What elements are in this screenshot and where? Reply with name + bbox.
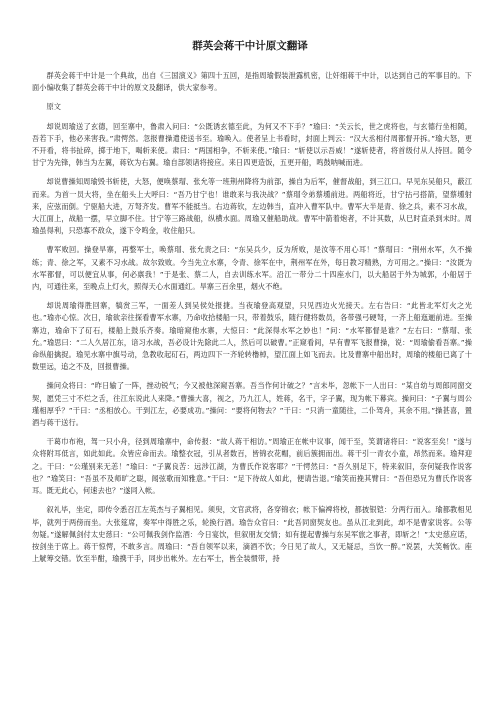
section-heading: 原文 bbox=[46, 102, 62, 112]
intro-paragraph: 群英会蒋干中计是一个典故，出自《三国演义》第四十五回，是指周瑜假装泄露机密，让奸细蒋干中计，以达到自己的军事目的。下面小编收集了群英会蒋干中计的原文及翻译，供大家参考。 bbox=[32, 71, 472, 93]
body-paragraph: 曹军败回。操登旱寨，再整军士，唤蔡瑁、张允责之曰：“东吴兵少，反为所败，是汝等不用心耳！”蔡瑁曰：“荆州水军，久不操练；青、徐之军，又素不习水战。故尔致败。今当先立水寨，令青、徐军在中，荆州军在外，每日教习精熟，方可用之。”操曰：“汝既为水军都督，可以便宜从事，何必禀我！”于是张、蔡二人，自去训练水军。沿江一带分二十四座水门，以大船居于外为城郭，小船居于内，可通往来，至晚点上灯火，照得天心水面通红。旱寨三百余里，烟火不绝。 bbox=[32, 245, 472, 292]
body-paragraph: 却说曹操知周瑜毁书斩使，大怒，便唤蔡瑁、张允等一班荆州降将为前部，操自为后军，催督战船，到三江口。早见东吴船只，蔽江而来。为首一员大将，坐在船头上大呼曰：“吾乃甘宁也！谁敢来与我决战？”蔡瑁令弟蔡壎前进。两船将近，甘宁拈弓搭箭，望蔡壎射来，应弦而倒。宁驱船大进，万弩齐发。曹军不能抵当。右边蒋钦，左边韩当，直冲入曹军队中。曹军大半是青、徐之兵，素不习水战，大江面上，战船一摆，早立脚不住。甘宁等三路战船，纵横水面。周瑜又催船助战。曹军中箭着炮者，不计其数，从巳时直杀到未时。周瑜虽得利，只恐寡不敌众，遂下令鸣金，收住船只。 bbox=[32, 177, 472, 236]
body-paragraph: 操问众将曰：“昨日输了一阵，挫动锐气；今又被他深窥吾寨。吾当作何计破之？”言未毕，忽帐下一人出曰：“某自幼与周郎同窗交契，愿凭三寸不烂之舌，往江东说此人来降。”曹操大喜，视之，乃九江人，姓蒋，名干，字子翼，现为帐下幕宾。操问曰：“子翼与周公瑾相厚乎？”干曰：“丞相放心。干到江左，必要成功。”操问：“要将何物去？”干曰：“只消一童随往，二仆驾舟，其余不用。”操甚喜，置酒与蒋干送行。 bbox=[32, 381, 472, 428]
page-title: 群英会蒋干中计原文翻译 bbox=[192, 40, 308, 52]
body-paragraph: 干葛巾布袍，驾一只小舟，径到周瑜寨中，命传报：“故人蒋干相访。”周瑜正在帐中议事，闻干至，笑谓诸将曰：“说客至矣！”遂与众将附耳低言，如此如此。众皆应命而去。瑜整衣冠，引从者数百，皆锦衣花帽，前后簇拥而出。蒋干引一青衣小童，昂然而来。瑜拜迎之。干曰：“公瑾别来无恙！”瑜曰：“子翼良苦：远涉江湖，为曹氏作说客耶？”干愕然曰：“吾久别足下，特来叙旧，奈何疑我作说客也？”瑜笑曰：“吾虽不及师旷之聪，闻弦歌而知雅意。”干曰：“足下待故人如此，便请告退。”瑜笑而挽其臂曰：“吾但恐兄为曹氏作说客耳。既无此心，何速去也？”遂同入帐。 bbox=[32, 437, 472, 496]
body-paragraph: 却说周瑜得胜回寨，犒赏三军，一面差人到吴侯处报捷。当夜瑜登高观望，只见西边火光接天。左右告曰：“此皆北军灯火之光也。”瑜亦心惊。次日，瑜欲亲往探看曹军水寨，乃命收拾楼船一只，带着鼓乐，随行健将数员，各带强弓硬弩，一齐上船迤逦前进。至操寨边，瑜命下了矴石，楼船上鼓乐齐奏。瑜暗窥他水寨，大惊曰：“此深得水军之妙也！”问：“水军都督是谁？”左右曰：“蔡瑁、张允。”瑜思曰：“二人久居江东，谙习水战，吾必设计先除此二人，然后可以破曹。”正窥看间，早有曹军飞报曹操，说：“周瑜偷看吾寨。”操命纵船擒捉。瑜见水寨中旗号动，急教收起矴石，两边四下一齐轮转橹棹，望江面上如飞而去。比及曹寨中船出时，周瑜的楼船已离了十数里远，追之不及，回报曹操。 bbox=[32, 301, 472, 372]
body-paragraph: 却说周瑜送了玄德，回至寨中，鲁肃入问曰：“公既诱玄德至此，为何又不下手？”瑜曰：“关云长，世之虎将也，与玄德行坐相随，吾若下手，他必来害我。”肃愕然。忽报曹操遣使送书至。瑜唤入。使者呈上书看时，封面上判云：“汉大丞相付周都督开拆。”瑜大怒，更不开看，将书扯碎，掷于地下，喝斩来使。肃曰：“两国相争，不斩来使。”瑜曰：“斩使以示吾威！”遂斩使者，将首级付从人持回。随令甘宁为先锋，韩当为左翼，蒋钦为右翼。瑜自部领诸将接应。来日四更造饭，五更开船，鸣鼓呐喊而进。 bbox=[32, 121, 472, 168]
body-paragraph: 叙礼毕，坐定，即传令悉召江左英杰与子翼相见。须臾，文官武将，各穿锦衣；帐下偏裨将校，都披银铠：分两行而入。瑜都教相见毕，就列于两傍而坐。大张筵席，奏军中得胜之乐，轮换行酒。瑜告众官曰：“此吾同窗契友也。虽从江北到此，却不是曹家说客。公等勿疑。”遂解佩剑付太史慈曰：“公可佩我剑作监酒：今日宴饮，但叙朋友交情；如有提起曹操与东吴军旅之事者，即斩之！”太史慈应诺，按剑坐于席上。蒋干惊愕，不敢多言。周瑜曰：“吾自领军以来，滴酒不饮；今日见了故人，又无疑忌，当饮一醉。”说罢，大笑畅饮。座上觥筹交错。饮至半酣，瑜携干手，同步出帐外。左右军士，皆全装惯带，持 bbox=[32, 505, 472, 564]
article-body bbox=[32, 70, 472, 572]
